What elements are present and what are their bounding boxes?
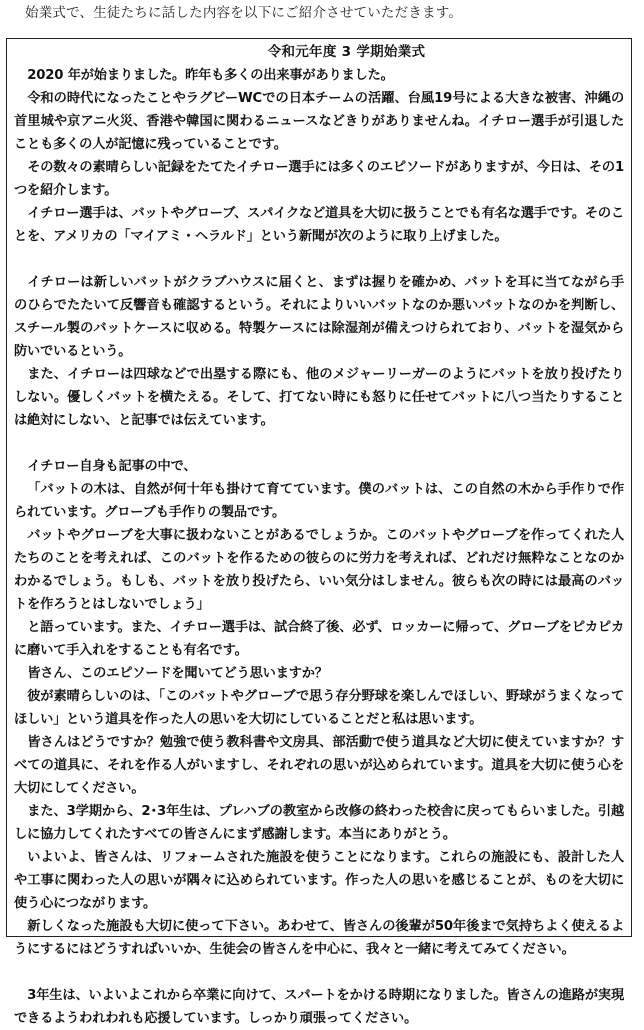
- blank-line: [14, 248, 624, 271]
- speech-body: [14, 64, 624, 1030]
- paragraph: いよいよ、皆さんは、リフォームされた施設を使うことになります。これらの施設にも、設計した人や工事に関わった人の思いが隅々に込められています。作った人の思いを感じることが、ものを大切に使う心につながります。: [14, 850, 624, 911]
- blank-line: [14, 432, 624, 455]
- paragraph: 3年生は、いよいよこれから卒業に向けて、スパートをかける時期になりました。皆さんの進路が実現できるようわれわれも応援しています。しっかり頑張ってください。: [14, 988, 624, 1026]
- paragraph: 皆さんはどうですか？勉強で使う教科書や文房具、部活動で使う道具など大切に使えていますか？すべての道具に、それを作る人がいますし、それぞれの思いが込められています。道具を大切に使う心を大切にしてください。: [14, 735, 624, 796]
- paragraph: イチロー自身も記事の中で、: [27, 459, 197, 474]
- paragraph: また、3学期から、2･3年生は、プレハブの教室から改修の終わった校舎に戻ってもらいました。引越しに協力してくれたすべての皆さんにまず感謝します。本当にありがとう。: [14, 804, 624, 842]
- paragraph: 新しくなった施設も大切に使って下さい。あわせて、皆さんの後輩が50年後まで気持ちよく使えるようにするにはどうすればいいか、生徒会の皆さんを中心に、我々と一緒に考えてみてください。: [14, 919, 624, 957]
- speech-document: [6, 38, 632, 1026]
- paragraph: 彼が素晴らしいのは、「このバットやグローブで思う存分野球を楽しんでほしい、野球がうまくなってほしい」という道具を作った人の思いを大切にしていることだと私は思います。: [14, 689, 624, 727]
- paragraph: その数々の素晴らしい記録をたてたイチロー選手には多くのエピソードがありますが、今日は、その1つを紹介します。: [14, 160, 624, 198]
- paragraph: 2020 年が始まりました。昨年も多くの出来事がありました。: [27, 68, 394, 83]
- document-title: 令和元年度 3 学期始業式: [267, 44, 426, 60]
- paragraph: 令和の時代になったことやラグビーWCでの日本チームの活躍、台風19号による大きな被害、沖縄の首里城や京アニ火災、香港や韓国に関わるニュースなどきりがありませんね。イチロー選手が引退したことも多くの人が記憶に残っていることです。: [14, 91, 624, 152]
- paragraph: 皆さん、このエピソードを聞いてどう思いますか？: [27, 666, 328, 681]
- paragraph: イチローは新しいバットがクラブハウスに届くと、まずは握りを確かめ、バットを耳に当てながら手のひらでたたいて反響音も確認するという。それによりいいバットなのか悪いバットなのかを判断し、スチール製のバットケースに収める。特製ケースには除湿剤が備えつけられており、バットを湿気から防いでいるという。: [14, 275, 624, 359]
- paragraph: また、イチローは四球などで出塁する際にも、他のメジャーリーガーのようにバットを放り投げたりしない。優しくバットを横たえる。そして、打てない時にも怒りに任せてバットに八つ当たりすることは絶対にしない、と記事では伝えています。: [14, 367, 624, 428]
- paragraph: バットやグローブを大事に扱わないことがあるでしょうか。このバットやグローブを作ってくれた人たちのことを考えれば、このバットを作るための彼らのに労力を考えれば、どれだけ無粋なことなのかわかるでしょう。もしも、バットを放り投げたら、いい気分はしません。彼らも次の時には最高のバットを作ろうとはしないでしょう」: [14, 528, 624, 612]
- blank-line: [14, 961, 624, 984]
- paragraph: 「バットの木は、自然が何十年も掛けて育てています。僕のバットは、この自然の木から手作りで作られています。グローブも手作りの製品です。: [14, 482, 624, 520]
- intro-text: 始業式で、生徒たちに話した内容を以下にご紹介させていただきます。: [25, 5, 463, 21]
- paragraph: イチロー選手は、バットやグローブ、スパイクなど道具を大切に扱うことでも有名な選手です。そのことを、アメリカの「マイアミ・ヘラルド」という新聞が次のように取り上げました。: [14, 206, 624, 244]
- paragraph: と語っています。また、イチロー選手は、試合終了後、必ず、ロッカーに帰って、グローブをピカピカに磨いて手入れをすることも有名です。: [14, 620, 624, 658]
